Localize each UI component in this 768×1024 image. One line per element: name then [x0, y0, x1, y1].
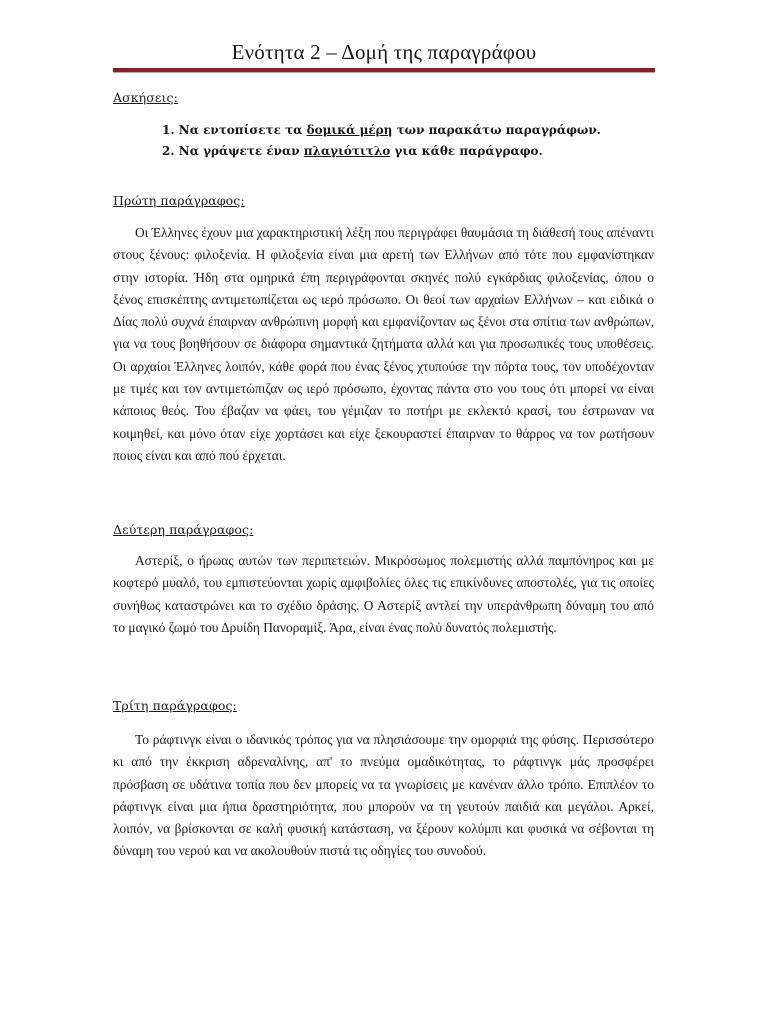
exercise-emphasis: δομικά μέρη	[306, 123, 393, 137]
section-heading-first: Πρώτη παράγραφος:	[113, 193, 245, 208]
page-title: Ενότητα 2 – Δομή της παραγράφου	[231, 40, 537, 64]
exercise-emphasis: πλαγιότιτλο	[303, 144, 391, 158]
paragraph-first: Οι Έλληνες έχουν μια χαρακτηριστική λέξη που περιγράφει θαυμάσια τη διάθεσή τους απέναντι στους ξένους: φιλοξενία. Η φιλοξενία είναι μια αρετή των Ελλήνων από τότε που εμφανίστηκαν στην ιστορία. Ήδη στα ομηρικά έπη περιγράφονται σκηνές πολύ εγκάρδιας φιλοξενίας, όπου ο ξένος επισκέπτης αντιμετωπίζεται ως ιερό πρόσωπο. Οι θεοί των αρχαίων Ελλήνων – και ειδικά ο Δίας πολύ συχνά έπαιρναν ανθρώπινη μορφή και εμφανίζονταν ως ξένοι στα σπίτια των ανθρώπων, για να τους βοηθήσουν σε διάφορα σημαντικά ζητήματα αλλά και για προσωπικές τους υποθέσεις. Οι αρχαίοι Έλληνες λοιπόν, κάθε φορά που ένας ξένος χτυπούσε την πόρτα τους, τον υποδέχονταν με τιμές και τον αντιμετώπιζαν ως ιερό πρόσωπο, έχοντας πάντα στο νου τους ότι μπορεί να είναι κάποιος θεός. Του έβαζαν να φάει, του γέμιζαν το ποτήρι με εκλεκτό κρασί, του έστρωναν να κοιμηθεί, και μόνο όταν είχε χορτάσει και είχε ξεκουραστεί έπαιρναν το θάρρος να τον ρωτήσουν ποιος είναι και από πού έρχεται.	[113, 225, 654, 463]
exercise-list	[162, 120, 601, 162]
paragraph-third: Το ράφτινγκ είναι ο ιδανικός τρόπος για να πλησιάσουμε την ομορφιά της φύσης. Περισσότερο κι από την έκκριση αδρεναλίνης, απ' το πνεύμα ομαδικότητας, το ράφτινγκ μάς προσφέρει πρόσβαση σε υδάτινα τοπία που δεν μπορείς να τα γνωρίσεις με κανέναν άλλο τρόπο. Επιπλέον το ράφτινγκ είναι μια ήπια δραστηριότητα, που μπορούν να τη γευτούν παιδιά και μεγάλοι. Αρκεί, λοιπόν, να βρίσκονται σε καλή φυσική κατάσταση, να ξέρουν κολύμπι και φυσικά να σέβονται τη δύναμη του νερού και να ακολουθούν πιστά τις οδηγίες του συνοδού.	[113, 732, 654, 859]
title-divider	[113, 68, 655, 73]
exercise-text-after: των παρακάτω παραγράφων.	[396, 123, 601, 137]
exercise-text-after: για κάθε παράγραφο.	[394, 144, 543, 158]
exercises-heading: Ασκήσεις:	[113, 90, 178, 105]
exercise-item	[162, 141, 601, 162]
exercise-text-before: Να γράψετε έναν	[178, 144, 300, 158]
section-heading-second: Δεύτερη παράγραφος:	[113, 522, 254, 537]
paragraph-second: Αστερίξ, ο ήρωας αυτών των περιπετειών. Μικρόσωμος πολεμιστής αλλά παμπόνηρος και με κοφτερό μυαλό, του εμπιστεύονται χωρίς αμφιβολίες όλες τις επικίνδυνες αποστολές, για τις οποίες συνήθως καταστρώνει και το σχέδιο δράσης. Ο Αστερίξ αντλεί την υπεράνθρωπη δύναμη του από το μαγικό ζωμό του Δρυίδη Πανοραμίξ. Άρα, είναι ένας πολύ δυνατός πολεμιστής.	[113, 553, 654, 635]
section-heading-third: Τρίτη παράγραφος:	[113, 698, 237, 713]
exercise-text-before: Να εντοπίσετε τα	[178, 123, 303, 137]
exercise-number: 1.	[162, 123, 175, 137]
exercise-item	[162, 120, 601, 141]
exercise-number: 2.	[162, 144, 175, 158]
